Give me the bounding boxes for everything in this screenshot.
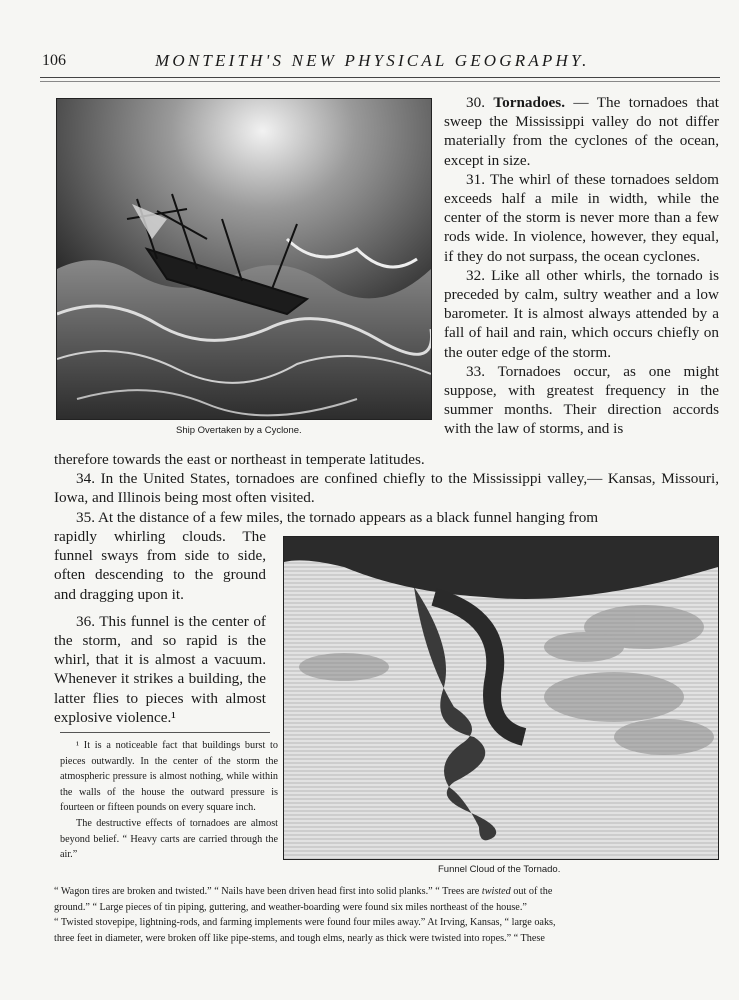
paragraph-36: 36. This funnel is the center of the storm, and so rapid is the whirl, that it is almost a vacuum. Whenever it strikes a building, the latter flies to pieces with almost explosive violence.¹ (54, 612, 266, 726)
p30-text: — The tornadoes that sweep the Mississippi valley do not differ materially from the cyclones of the ocean, except in size. (444, 94, 720, 169)
footnote-line-4: ground.” “ Large pieces of tin piping, guttering, and weather-boarding were found six miles northeast of the house.” (54, 902, 527, 913)
footnote-line-5: “ Twisted stovepipe, lightning-rods, and farming implements were found four miles away.” At Irving, Kansas, “ large oaks, (54, 917, 556, 928)
paragraph-31: 31. The whirl of these tornadoes seldom exceeds half a mile in width, while the center of the storm is never more than a few rods wide. In violence, however, they equal, if they do not surpass, the ocean cyclones. (444, 170, 719, 265)
footnote-italic: twisted (481, 886, 511, 897)
footnote-rule (60, 732, 270, 733)
paragraph-33: 33. Tornadoes occur, as one might suppose, with greatest frequency in the summer months. Their direction accords with the law of storms, and is (444, 362, 719, 438)
paragraph-35: 35. At the distance of a few miles, the tornado appears as a black funnel hanging from (76, 508, 599, 526)
paragraph-34: 34. In the United States, tornadoes are confined chiefly to the Mississippi valley,— Kansas, Missouri, Iowa, and Illinois being most often visited. (54, 470, 719, 507)
right-column (444, 93, 719, 439)
running-title: MONTEITH'S NEW PHYSICAL GEOGRAPHY. (155, 51, 590, 70)
paragraph-35-continued: rapidly whirling clouds. The funnel sways from side to side, often descending to the ground and dragging upon it. (54, 528, 266, 603)
header-rule-thin (40, 81, 720, 82)
footnote (60, 738, 278, 863)
p30-heading: Tornadoes. (493, 94, 566, 111)
ship-engraving (56, 98, 432, 420)
footnote-1: ¹ It is a noticeable fact that buildings burst to pieces outwardly. In the center of the storm the atmospheric pressure is almost nothing, while within the walls of the house the outward pressure is fourteen or fifteen pounds on every square inch. (60, 740, 278, 814)
page-number: 106 (42, 52, 66, 69)
funnel-caption: Funnel Cloud of the Tornado. (438, 864, 561, 875)
ship-caption: Ship Overtaken by a Cyclone. (176, 425, 302, 436)
p30-number: 30. (466, 94, 485, 111)
paragraph-32: 32. Like all other whirls, the tornado is preceded by calm, sultry weather and a low barometer. It is almost always attended by a fall of hail and rain, which occurs chiefly on the outer edge of the storm. (444, 266, 719, 361)
full-width-text (54, 450, 719, 527)
footnote-line-3b: out of the (510, 886, 553, 897)
header-rule (40, 77, 720, 78)
funnel-engraving (283, 536, 719, 860)
left-column (54, 527, 266, 727)
ship-illustration (57, 99, 431, 419)
footnote-line-3 (54, 884, 552, 899)
paragraph-33-continued: therefore towards the east or northeast in temperate latitudes. (54, 451, 425, 468)
footnote-2: The destructive effects of tornadoes are almost beyond belief. “ Heavy carts are carried through the air.” (60, 817, 278, 861)
footnote-line-6: three feet in diameter, were broken off like pipe-stems, and tough elms, nearly as thick were twisted into ropes.” “ These (54, 933, 545, 944)
paragraph-30 (444, 93, 719, 170)
footnote-line-3a: “ Wagon tires are broken and twisted.” “ Nails have been driven head first into solid planks.” “ Trees are (54, 886, 482, 897)
funnel-illustration (284, 537, 718, 859)
